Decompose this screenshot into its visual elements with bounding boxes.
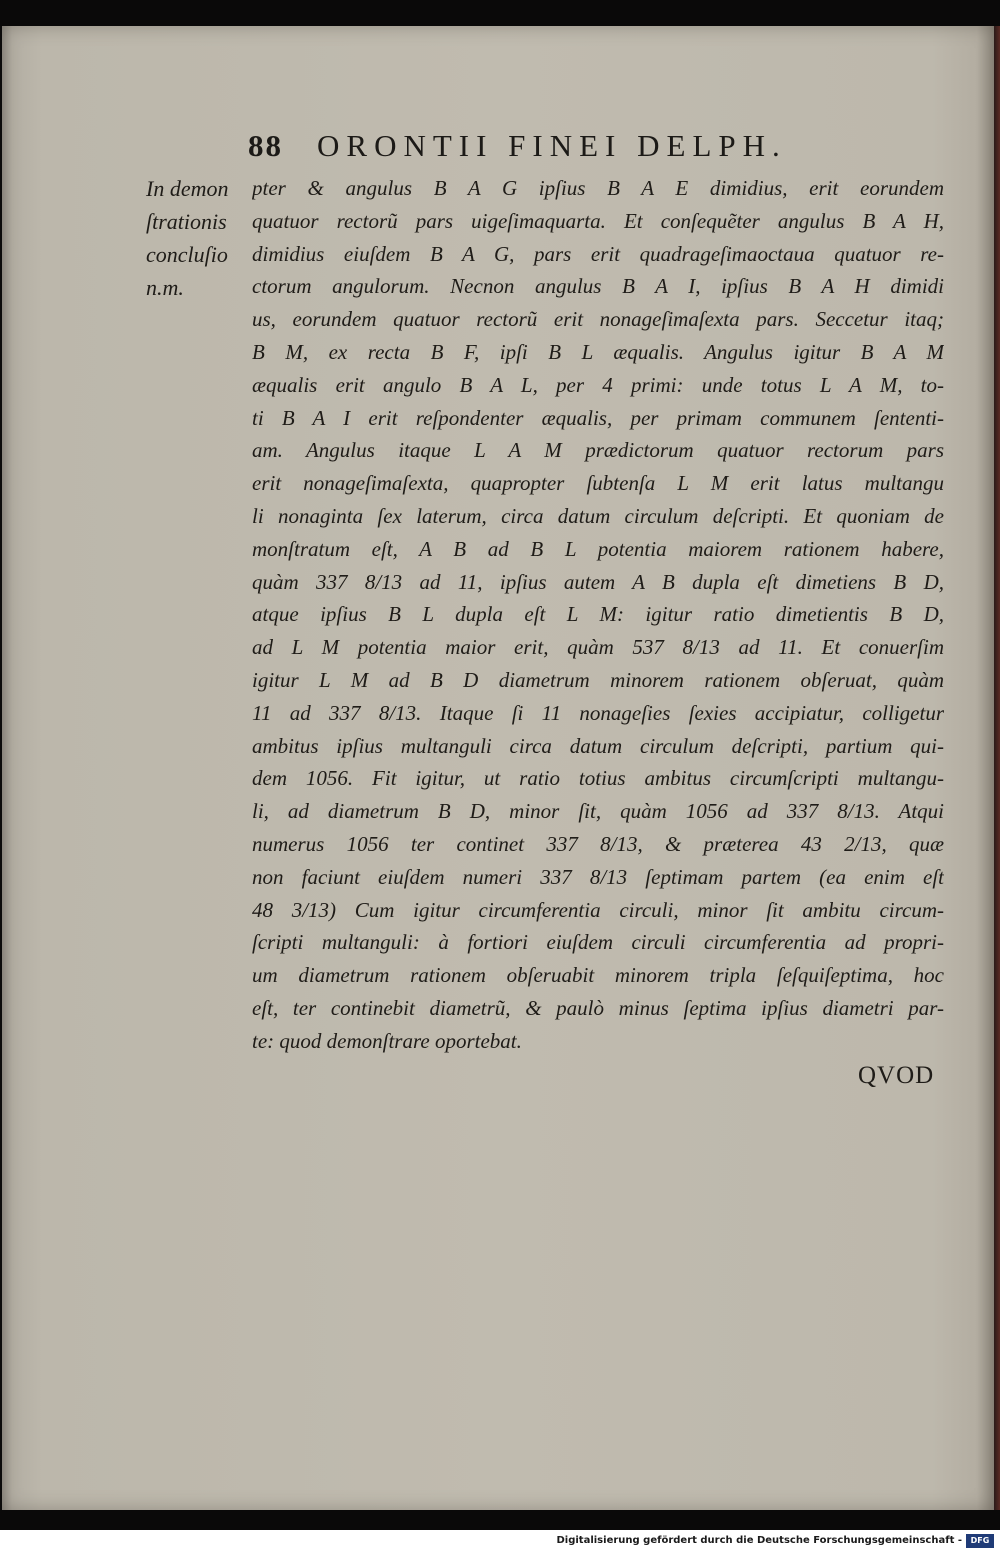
scan-bottom-border <box>0 1510 1000 1530</box>
text-line: ctorum angulorum. Necnon angulus B A I, ipſius B A H dimidi <box>252 274 944 299</box>
page-edge <box>994 26 1000 1510</box>
page-header <box>248 124 928 168</box>
text-line: erit nonageſimaſexta, quapropter ſubtenſa L M erit latus multangu <box>252 471 944 496</box>
text-line: us, eorundem quatuor rectorũ erit nonageſimaſexta pars. Seccetur itaq; <box>252 307 944 332</box>
text-line: numerus 1056 ter continet 337 8/13, & præterea 43 2/13, quæ <box>252 831 944 856</box>
text-line: ambitus ipſius multanguli circa datum circulum deſcripti, partium qui- <box>252 733 944 758</box>
text-line: ti B A I erit reſpondenter æqualis, per primam communem ſententi- <box>252 405 944 430</box>
text-line: dem 1056. Fit igitur, ut ratio totius ambitus circumſcripti multangu- <box>252 766 944 791</box>
dfg-logo-icon: DFG <box>966 1534 994 1548</box>
text-line: dimidius eiuſdem B A G, pars erit quadrageſimaoctaua quatuor re- <box>252 241 944 266</box>
marginal-note-line: In demon <box>146 176 229 201</box>
page-number: 88 <box>248 128 283 163</box>
text-line: B M, ex recta B F, ipſi B L æqualis. Angulus igitur B A M <box>252 339 944 364</box>
running-title: ORONTII FINEI DELPH. <box>317 128 787 163</box>
marginal-note-line: concluſio <box>146 242 228 267</box>
catchword: QVOD <box>858 1062 935 1089</box>
scan-top-border <box>0 0 1000 26</box>
marginal-note-line: n.m. <box>146 275 184 300</box>
text-line: pter & angulus B A G ipſius B A E dimidius, erit eorundem <box>252 176 944 200</box>
text-line: 11 ad 337 8/13. Itaque ſi 11 nonageſies ſexies accipiatur, colligetur <box>252 700 944 725</box>
text-line: li, ad diametrum B D, minor ſit, quàm 1056 ad 337 8/13. Atqui <box>252 799 944 824</box>
body-text <box>252 172 944 1058</box>
marginal-note-line: ſtrationis <box>146 209 227 234</box>
text-line: 48 3/13) Cum igitur circumferentia circuli, minor ſit ambitu circum- <box>252 897 944 922</box>
marginal-note <box>146 172 244 304</box>
text-line: am. Angulus itaque L A M prædictorum quatuor rectorum pars <box>252 438 944 463</box>
funding-credit: Digitalisierung gefördert durch die Deutsche Forschungsgemeinschaft - <box>556 1535 962 1546</box>
text-line: um diametrum rationem obſeruabit minorem tripla ſeſquiſeptima, hoc <box>252 963 944 988</box>
text-line: quàm 337 8/13 ad 11, ipſius autem A B dupla eſt dimetiens B D, <box>252 569 944 594</box>
text-line: eſt, ter continebit diametrũ, & paulò minus ſeptima ipſius diametri par- <box>252 995 944 1020</box>
text-line: æqualis erit angulo B A L, per 4 primi: unde totus L A M, to- <box>252 372 944 397</box>
text-line: li nonaginta ſex laterum, circa datum circulum deſcripti. Et quoniam de <box>252 503 944 528</box>
text-line: te: quod demonſtrare oportebat. <box>252 1028 522 1053</box>
text-line: non faciunt eiuſdem numeri 337 8/13 ſeptimam partem (ea enim eſt <box>252 864 944 889</box>
text-line: atque ipſius B L dupla eſt L M: igitur ratio dimetientis B D, <box>252 602 944 627</box>
text-line: ad L M potentia maior erit, quàm 537 8/13 ad 11. Et conuerſim <box>252 635 944 660</box>
text-line: ſcripti multanguli: à fortiori eiuſdem circuli circumferentia ad propri- <box>252 930 944 955</box>
text-line: quatuor rectorũ pars uigeſimaquarta. Et conſequẽter angulus B A H, <box>252 208 944 233</box>
text-line: igitur L M ad B D diametrum minorem rationem obſeruat, quàm <box>252 667 944 692</box>
text-line: monſtratum eſt, A B ad B L potentia maiorem rationem habere, <box>252 536 944 561</box>
